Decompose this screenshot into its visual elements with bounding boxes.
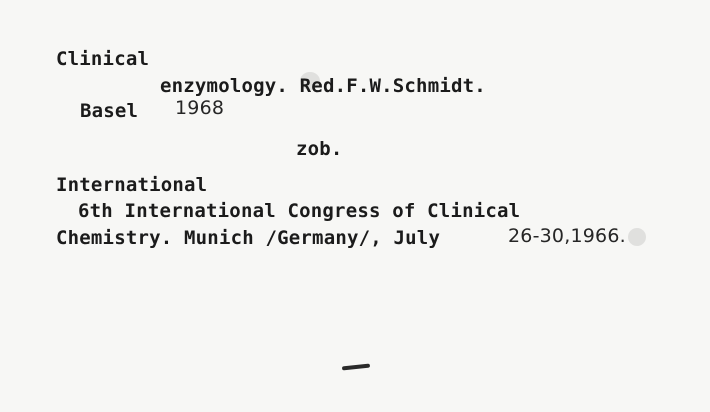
see-reference: zob. [296,138,343,160]
heading-clinical: Clinical [56,48,150,70]
heading-international: International [56,174,208,196]
place-label: Basel [80,100,139,122]
pen-mark [342,364,370,371]
handwritten-year: 1968 [175,97,225,119]
location-line: Chemistry. Munich /Germany/, July [56,227,441,249]
handwritten-dates: 26-30,1966. [508,225,626,247]
congress-line: 6th International Congress of Clinical [78,200,521,222]
title-line: enzymology. Red.F.W.Schmidt. [160,75,486,97]
ink-smudge [628,228,646,246]
